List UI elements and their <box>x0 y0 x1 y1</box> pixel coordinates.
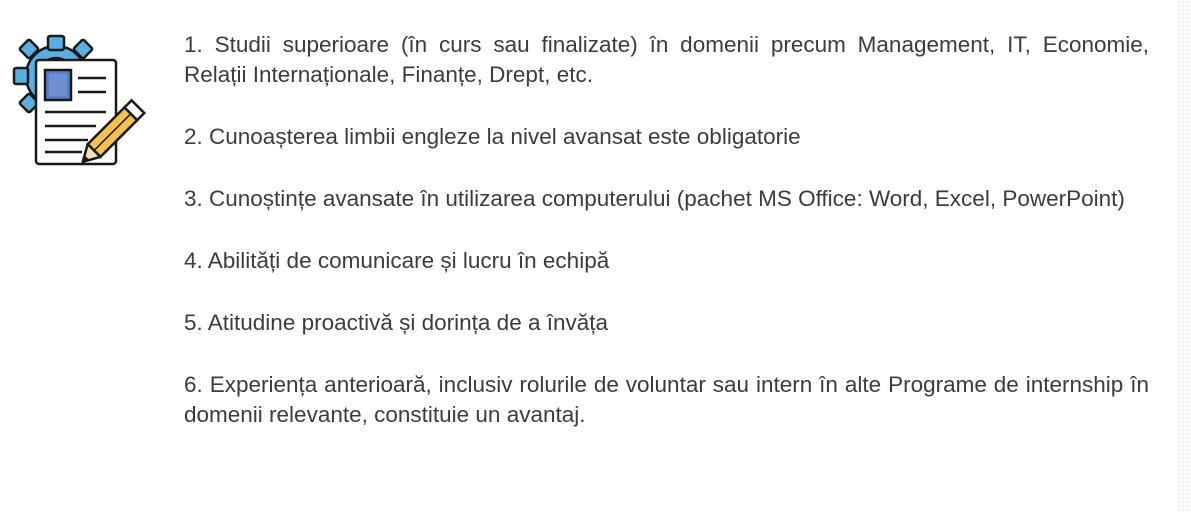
requirement-item: 2. Cunoașterea limbii engleze la nivel avansat este obligatorie <box>184 124 801 149</box>
requirement-item: 1. Studii superioare (în curs sau finalizate) în domenii precum Management, IT, Economie, Relații Internaționale, Finanțe, Drept, etc. <box>184 32 1149 87</box>
document-gear-pencil-icon <box>8 30 158 170</box>
requirement-item: 3. Cunoștințe avansate în utilizarea computerului (pachet MS Office: Word, Excel, PowerPoint) <box>184 186 1125 211</box>
requirement-item: 6. Experiența anterioară, inclusiv rolurile de voluntar sau intern în alte Programe de internship în domenii relevante, constituie un avantaj. <box>184 372 1149 427</box>
requirements-list <box>184 30 1149 462</box>
dotted-edge-decoration <box>1177 0 1191 513</box>
requirement-item: 4. Abilități de comunicare și lucru în echipă <box>184 248 610 273</box>
requirement-item: 5. Atitudine proactivă și dorința de a învăța <box>184 310 609 335</box>
